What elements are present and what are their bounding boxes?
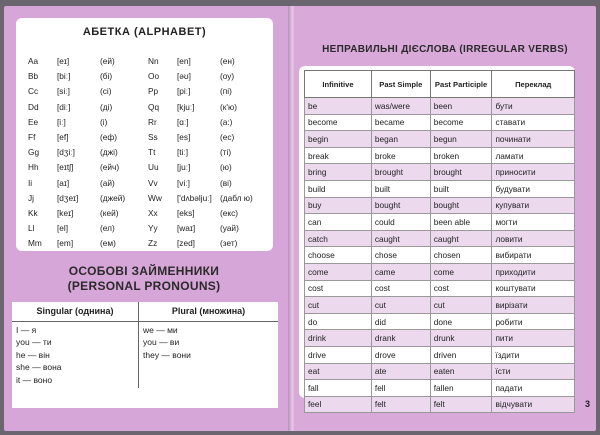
verb-past-simple: drank <box>371 330 430 347</box>
verbs-card <box>299 66 575 410</box>
alphabet-letter: Ww <box>148 192 162 203</box>
alphabet-letter: Xx <box>148 207 158 218</box>
plural-pronoun: you — ви <box>143 337 180 347</box>
alphabet-letter: Ll <box>28 223 35 234</box>
alphabet-transcription: [eɪ] <box>57 56 70 66</box>
table-row <box>305 363 575 380</box>
alphabet-title: АБЕТКА (ALPHABET) <box>82 26 207 38</box>
verb-past-participle: eaten <box>430 363 492 380</box>
verb-past-participle: built <box>430 180 492 197</box>
verb-past-participle: become <box>430 114 492 131</box>
page-number: 3 <box>584 399 590 409</box>
table-row <box>305 297 575 314</box>
table-row <box>305 197 575 214</box>
alphabet-letter: Dd <box>28 101 39 112</box>
plural-header: Plural (множина) <box>139 302 279 322</box>
verb-past-simple: cut <box>371 297 430 314</box>
verbs-column-header: Переклад <box>492 71 575 98</box>
alphabet-ukr-name: (ес) <box>220 131 235 142</box>
verb-translation: їсти <box>492 363 575 380</box>
alphabet-ukr-name: (джей) <box>100 192 126 203</box>
alphabet-letter: Gg <box>28 147 40 158</box>
verb-translation: ставати <box>492 114 575 131</box>
verb-translation: купувати <box>492 197 575 214</box>
verb-past-simple: ate <box>371 363 430 380</box>
alphabet-row <box>28 132 125 147</box>
singular-pronoun: it — воно <box>16 374 53 385</box>
plural-pronoun: we — ми <box>143 324 178 335</box>
verb-past-participle: cost <box>430 280 492 297</box>
verb-translation: ловити <box>492 230 575 247</box>
verb-past-simple: began <box>371 131 430 148</box>
alphabet-transcription: [eks] <box>177 207 195 218</box>
alphabet-row <box>148 178 253 193</box>
alphabet-transcription: [juː] <box>177 162 191 173</box>
verb-past-participle: fallen <box>430 380 492 397</box>
alphabet-transcription: [tiː] <box>177 147 189 158</box>
verb-past-participle: cut <box>430 297 492 314</box>
right-page <box>294 6 596 431</box>
alphabet-transcription: [keɪ] <box>57 207 74 218</box>
verb-translation: вирізати <box>492 297 575 314</box>
alphabet-row <box>148 208 253 223</box>
alphabet-letter: Kk <box>28 207 38 218</box>
table-row <box>305 263 575 280</box>
alphabet-transcription: [es] <box>177 131 191 142</box>
alphabet-ukr-name: (ейч) <box>100 162 120 173</box>
alphabet-letter: Yy <box>148 223 158 234</box>
alphabet-transcription: ['dʌbəljuː] <box>177 192 212 203</box>
alphabet-ukr-name: (ей) <box>100 56 115 66</box>
alphabet-row <box>148 238 253 253</box>
table-row <box>305 230 575 247</box>
alphabet-ukr-name: (ен) <box>220 56 235 66</box>
verb-past-simple: caught <box>371 230 430 247</box>
alphabet-letter: Zz <box>148 238 158 249</box>
verb-translation: приходити <box>492 263 575 280</box>
pronouns-card <box>12 302 278 408</box>
table-row <box>305 330 575 347</box>
table-row <box>305 280 575 297</box>
verb-past-simple: came <box>371 263 430 280</box>
alphabet-letter: Qq <box>148 101 160 112</box>
alphabet-row <box>148 147 253 162</box>
verb-translation: робити <box>492 313 575 330</box>
alphabet-ukr-name: (бі) <box>100 71 113 82</box>
alphabet-ukr-name: (кей) <box>100 207 119 218</box>
verbs-column-header: Infinitive <box>305 71 372 98</box>
singular-header: Singular (однина) <box>12 302 139 322</box>
verb-past-simple: drove <box>371 346 430 363</box>
alphabet-letter: Mm <box>28 238 42 249</box>
verb-past-participle: begun <box>430 131 492 148</box>
alphabet-transcription: [kjuː] <box>177 101 195 112</box>
verb-infinitive: fall <box>305 380 372 397</box>
singular-pronoun: he — він <box>16 349 50 360</box>
verb-infinitive: cost <box>305 280 372 297</box>
verb-infinitive: bring <box>305 164 372 181</box>
verb-translation: пити <box>492 330 575 347</box>
table-row <box>305 214 575 231</box>
verb-translation: ламати <box>492 147 575 164</box>
verb-infinitive: build <box>305 180 372 197</box>
table-row <box>305 346 575 363</box>
verbs-table <box>304 70 575 413</box>
alphabet-letter: Oo <box>148 71 160 82</box>
pronouns-title <box>44 264 244 294</box>
alphabet-ukr-name: (екс) <box>220 207 239 218</box>
alphabet-row <box>28 238 125 253</box>
alphabet-row <box>28 56 125 71</box>
alphabet-row <box>28 162 125 177</box>
verb-infinitive: be <box>305 98 372 115</box>
alphabet-transcription: [dʒeɪ] <box>57 192 79 203</box>
alphabet-transcription: [iː] <box>57 116 66 127</box>
verb-infinitive: drive <box>305 346 372 363</box>
verb-translation: могти <box>492 214 575 231</box>
alphabet-letter: Ii <box>28 177 33 188</box>
verb-infinitive: cut <box>305 297 372 314</box>
alphabet-row <box>28 117 125 132</box>
alphabet-row <box>148 56 253 71</box>
alphabet-letter: Pp <box>148 86 159 97</box>
alphabet-row <box>148 193 253 208</box>
alphabet-ukr-name: (ю) <box>220 162 232 173</box>
alphabet-ukr-name: (оу) <box>220 71 235 82</box>
alphabet-transcription: [biː] <box>57 71 71 82</box>
alphabet-letter: Ss <box>148 131 158 142</box>
verb-translation: падати <box>492 380 575 397</box>
table-row <box>305 380 575 397</box>
alphabet-row <box>148 102 253 117</box>
alphabet-row <box>28 178 125 193</box>
verbs-title: НЕПРАВИЛЬНІ ДІЄСЛОВА (IRREGULAR VERBS) <box>322 44 568 55</box>
verb-past-simple: brought <box>371 164 430 181</box>
alphabet-row <box>28 208 125 223</box>
verb-past-simple: became <box>371 114 430 131</box>
table-row <box>305 164 575 181</box>
pronouns-title-eng: (PERSONAL PRONOUNS) <box>67 279 221 293</box>
verb-translation: відчувати <box>492 396 575 413</box>
verbs-column-header: Past Simple <box>371 71 430 98</box>
verb-past-participle: been able <box>430 214 492 231</box>
verb-past-participle: been <box>430 98 492 115</box>
alphabet-transcription: [el] <box>57 223 69 234</box>
verb-past-simple: felt <box>371 396 430 413</box>
table-row <box>305 396 575 413</box>
verb-infinitive: break <box>305 147 372 164</box>
alphabet-transcription: [em] <box>57 238 74 249</box>
verb-infinitive: come <box>305 263 372 280</box>
alphabet-letter: Ff <box>28 131 36 142</box>
verb-infinitive: eat <box>305 363 372 380</box>
verb-past-simple: fell <box>371 380 430 397</box>
alphabet-ukr-name: (дабл ю) <box>220 192 253 203</box>
alphabet-row <box>28 86 125 101</box>
table-row <box>305 147 575 164</box>
plural-list <box>139 322 279 388</box>
alphabet-ukr-name: (ті) <box>220 147 232 158</box>
singular-pronoun: you — ти <box>16 337 52 347</box>
verb-past-simple: built <box>371 180 430 197</box>
alphabet-letter: Tt <box>148 147 156 158</box>
alphabet-transcription: [əʊ] <box>177 71 191 82</box>
alphabet-letter: Rr <box>148 116 157 127</box>
pronouns-table <box>12 302 278 388</box>
alphabet-letter: Nn <box>148 56 159 66</box>
alphabet-ukr-name: (к'ю) <box>220 101 237 112</box>
alphabet-ukr-name: (джі) <box>100 147 118 158</box>
alphabet-column-right <box>148 56 253 253</box>
table-row <box>305 98 575 115</box>
alphabet-row <box>28 193 125 208</box>
alphabet-transcription: [en] <box>177 56 191 66</box>
verb-infinitive: catch <box>305 230 372 247</box>
verb-infinitive: buy <box>305 197 372 214</box>
alphabet-letter: Uu <box>148 162 159 173</box>
left-page <box>4 6 292 431</box>
alphabet-row <box>148 117 253 132</box>
verb-infinitive: can <box>305 214 372 231</box>
alphabet-ukr-name: (ел) <box>100 223 115 234</box>
verb-past-participle: caught <box>430 230 492 247</box>
verb-past-participle: come <box>430 263 492 280</box>
singular-pronoun: she — вона <box>16 362 62 372</box>
alphabet-row <box>148 162 253 177</box>
alphabet-ukr-name: (ем) <box>100 238 116 249</box>
verb-translation: їздити <box>492 346 575 363</box>
table-row <box>305 180 575 197</box>
singular-pronoun: I — я <box>16 324 37 335</box>
pronouns-title-ukr: ОСОБОВІ ЗАЙМЕННИКИ <box>68 264 220 278</box>
table-row <box>305 247 575 264</box>
verb-infinitive: become <box>305 114 372 131</box>
alphabet-letter: Aa <box>28 56 39 66</box>
verb-past-participle: done <box>430 313 492 330</box>
verb-past-simple: chose <box>371 247 430 264</box>
verb-past-simple: did <box>371 313 430 330</box>
alphabet-ukr-name: (і) <box>100 116 108 127</box>
table-row <box>305 114 575 131</box>
table-row <box>305 131 575 148</box>
verb-translation: бути <box>492 98 575 115</box>
alphabet-row <box>28 223 125 238</box>
verb-past-participle: bought <box>430 197 492 214</box>
alphabet-ukr-name: (ай) <box>100 177 115 188</box>
verb-translation: коштувати <box>492 280 575 297</box>
alphabet-ukr-name: (а:) <box>220 116 233 127</box>
verb-past-participle: driven <box>430 346 492 363</box>
singular-list <box>12 322 139 388</box>
alphabet-column-left <box>28 56 125 253</box>
verb-past-simple: bought <box>371 197 430 214</box>
verb-translation: будувати <box>492 180 575 197</box>
alphabet-ukr-name: (ві) <box>220 177 232 188</box>
verb-infinitive: choose <box>305 247 372 264</box>
verb-past-participle: broken <box>430 147 492 164</box>
alphabet-row <box>148 132 253 147</box>
verbs-column-header: Past Participle <box>430 71 492 98</box>
alphabet-letter: Hh <box>28 162 39 173</box>
alphabet-transcription: [eɪtʃ] <box>57 162 74 173</box>
verb-past-simple: broke <box>371 147 430 164</box>
alphabet-letter: Jj <box>28 192 34 203</box>
verb-infinitive: feel <box>305 396 372 413</box>
verb-past-participle: drunk <box>430 330 492 347</box>
plural-pronoun: they — вони <box>143 349 191 360</box>
alphabet-row <box>148 223 253 238</box>
alphabet-row <box>28 71 125 86</box>
alphabet-transcription: [viː] <box>177 177 190 188</box>
alphabet-transcription: [ef] <box>57 131 69 142</box>
alphabet-transcription: [ɑː] <box>177 116 189 127</box>
alphabet-letter: Cc <box>28 86 39 97</box>
alphabet-row <box>148 86 253 101</box>
verb-past-participle: felt <box>430 396 492 413</box>
verb-past-simple: cost <box>371 280 430 297</box>
alphabet-transcription: [aɪ] <box>57 177 70 188</box>
verb-past-participle: chosen <box>430 247 492 264</box>
alphabet-ukr-name: (ді) <box>100 101 113 112</box>
alphabet-transcription: [waɪ] <box>177 223 196 234</box>
alphabet-transcription: [dʒiː] <box>57 147 75 158</box>
alphabet-ukr-name: (пі) <box>220 86 232 97</box>
alphabet-transcription: [zed] <box>177 238 195 249</box>
alphabet-letter: Vv <box>148 177 158 188</box>
alphabet-transcription: [piː] <box>177 86 191 97</box>
alphabet-ukr-name: (сі) <box>100 86 112 97</box>
verb-infinitive: begin <box>305 131 372 148</box>
verb-infinitive: do <box>305 313 372 330</box>
alphabet-row <box>148 71 253 86</box>
table-row <box>305 313 575 330</box>
verb-translation: починати <box>492 131 575 148</box>
alphabet-transcription: [siː] <box>57 86 70 97</box>
verb-infinitive: drink <box>305 330 372 347</box>
alphabet-card <box>16 18 273 251</box>
alphabet-row <box>28 147 125 162</box>
alphabet-ukr-name: (зет) <box>220 238 238 249</box>
alphabet-ukr-name: (уай) <box>220 223 239 234</box>
verb-translation: вибирати <box>492 247 575 264</box>
verb-past-simple: was/were <box>371 98 430 115</box>
verb-translation: приносити <box>492 164 575 181</box>
verbs-header-row <box>305 71 575 98</box>
alphabet-letter: Bb <box>28 71 39 82</box>
verb-past-simple: could <box>371 214 430 231</box>
alphabet-letter: Ee <box>28 116 39 127</box>
alphabet-transcription: [diː] <box>57 101 71 112</box>
verb-past-participle: brought <box>430 164 492 181</box>
alphabet-row <box>28 102 125 117</box>
alphabet-ukr-name: (еф) <box>100 131 117 142</box>
